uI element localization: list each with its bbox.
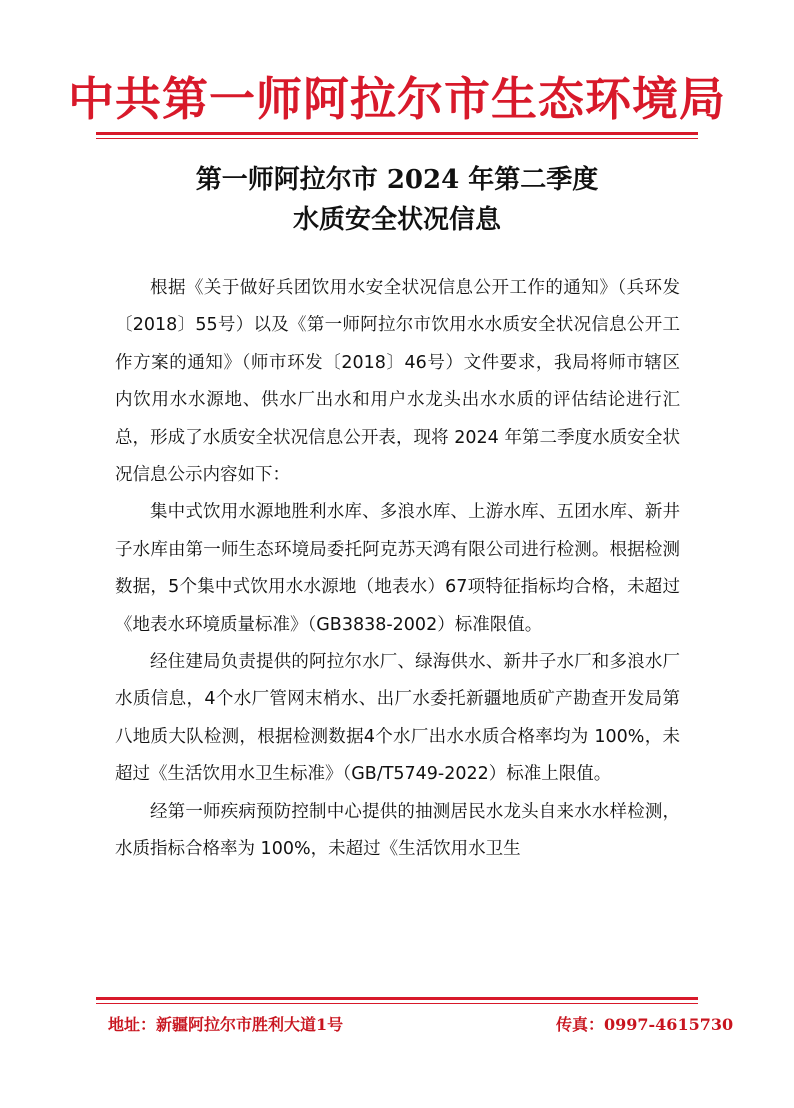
org-title: 中共第一师阿拉尔市生态环境局 (68, 72, 726, 126)
paragraph: 经住建局负责提供的阿拉尔水厂、绿海供水、新井子水厂和多浪水厂水质信息，4个水厂管网末梢水、出厂水委托新疆地质矿产勘查开发局第八地质大队检测，根据检测数据4个水厂出水水质合格率均为 100%，未超过《生活饮用水卫生标准》（GB/T5749-2022）标准上限值。 (115, 652, 680, 785)
footer-rule-thin (96, 1003, 698, 1004)
header-rule-thin (96, 138, 698, 139)
document-title-line2: 水质安全状况信息 (292, 205, 501, 235)
document-body (115, 270, 680, 869)
footer-fax: 传真：0997-4615730 (556, 1015, 734, 1034)
footer-address: 地址：新疆阿拉尔市胜利大道1号 (108, 1015, 344, 1034)
paragraph: 根据《关于做好兵团饮用水安全状况信息公开工作的通知》（兵环发〔2018〕55号）以及《第一师阿拉尔市饮用水水质安全状况信息公开工作方案的通知》（师市环发〔2018〕46号）文件要求，我局将师市辖区内饮用水水源地、供水厂出水和用户水龙头出水水质的评估结论进行汇总，形成了水质安全状况信息公开表，现将 2024 年第二季度水质安全状况信息公示内容如下： (115, 278, 680, 486)
document-title (100, 160, 694, 240)
paragraph: 集中式饮用水源地胜利水库、多浪水库、上游水库、五团水库、新井子水库由第一师生态环境局委托阿克苏天鸿有限公司进行检测。根据检测数据，5个集中式饮用水水源地（地表水）67项特征指标均合格，未超过《地表水环境质量标准》（GB3838-2002）标准限值。 (115, 502, 680, 635)
footer-rule-thick (96, 997, 698, 1000)
document-title-line1: 第一师阿拉尔市 2024 年第二季度 (195, 165, 599, 195)
header-rule-thick (96, 132, 698, 135)
paragraph: 经第一师疾病预防控制中心提供的抽测居民水龙头自来水水样检测，水质指标合格率为 100%，未超过《生活饮用水卫生 (115, 801, 680, 860)
